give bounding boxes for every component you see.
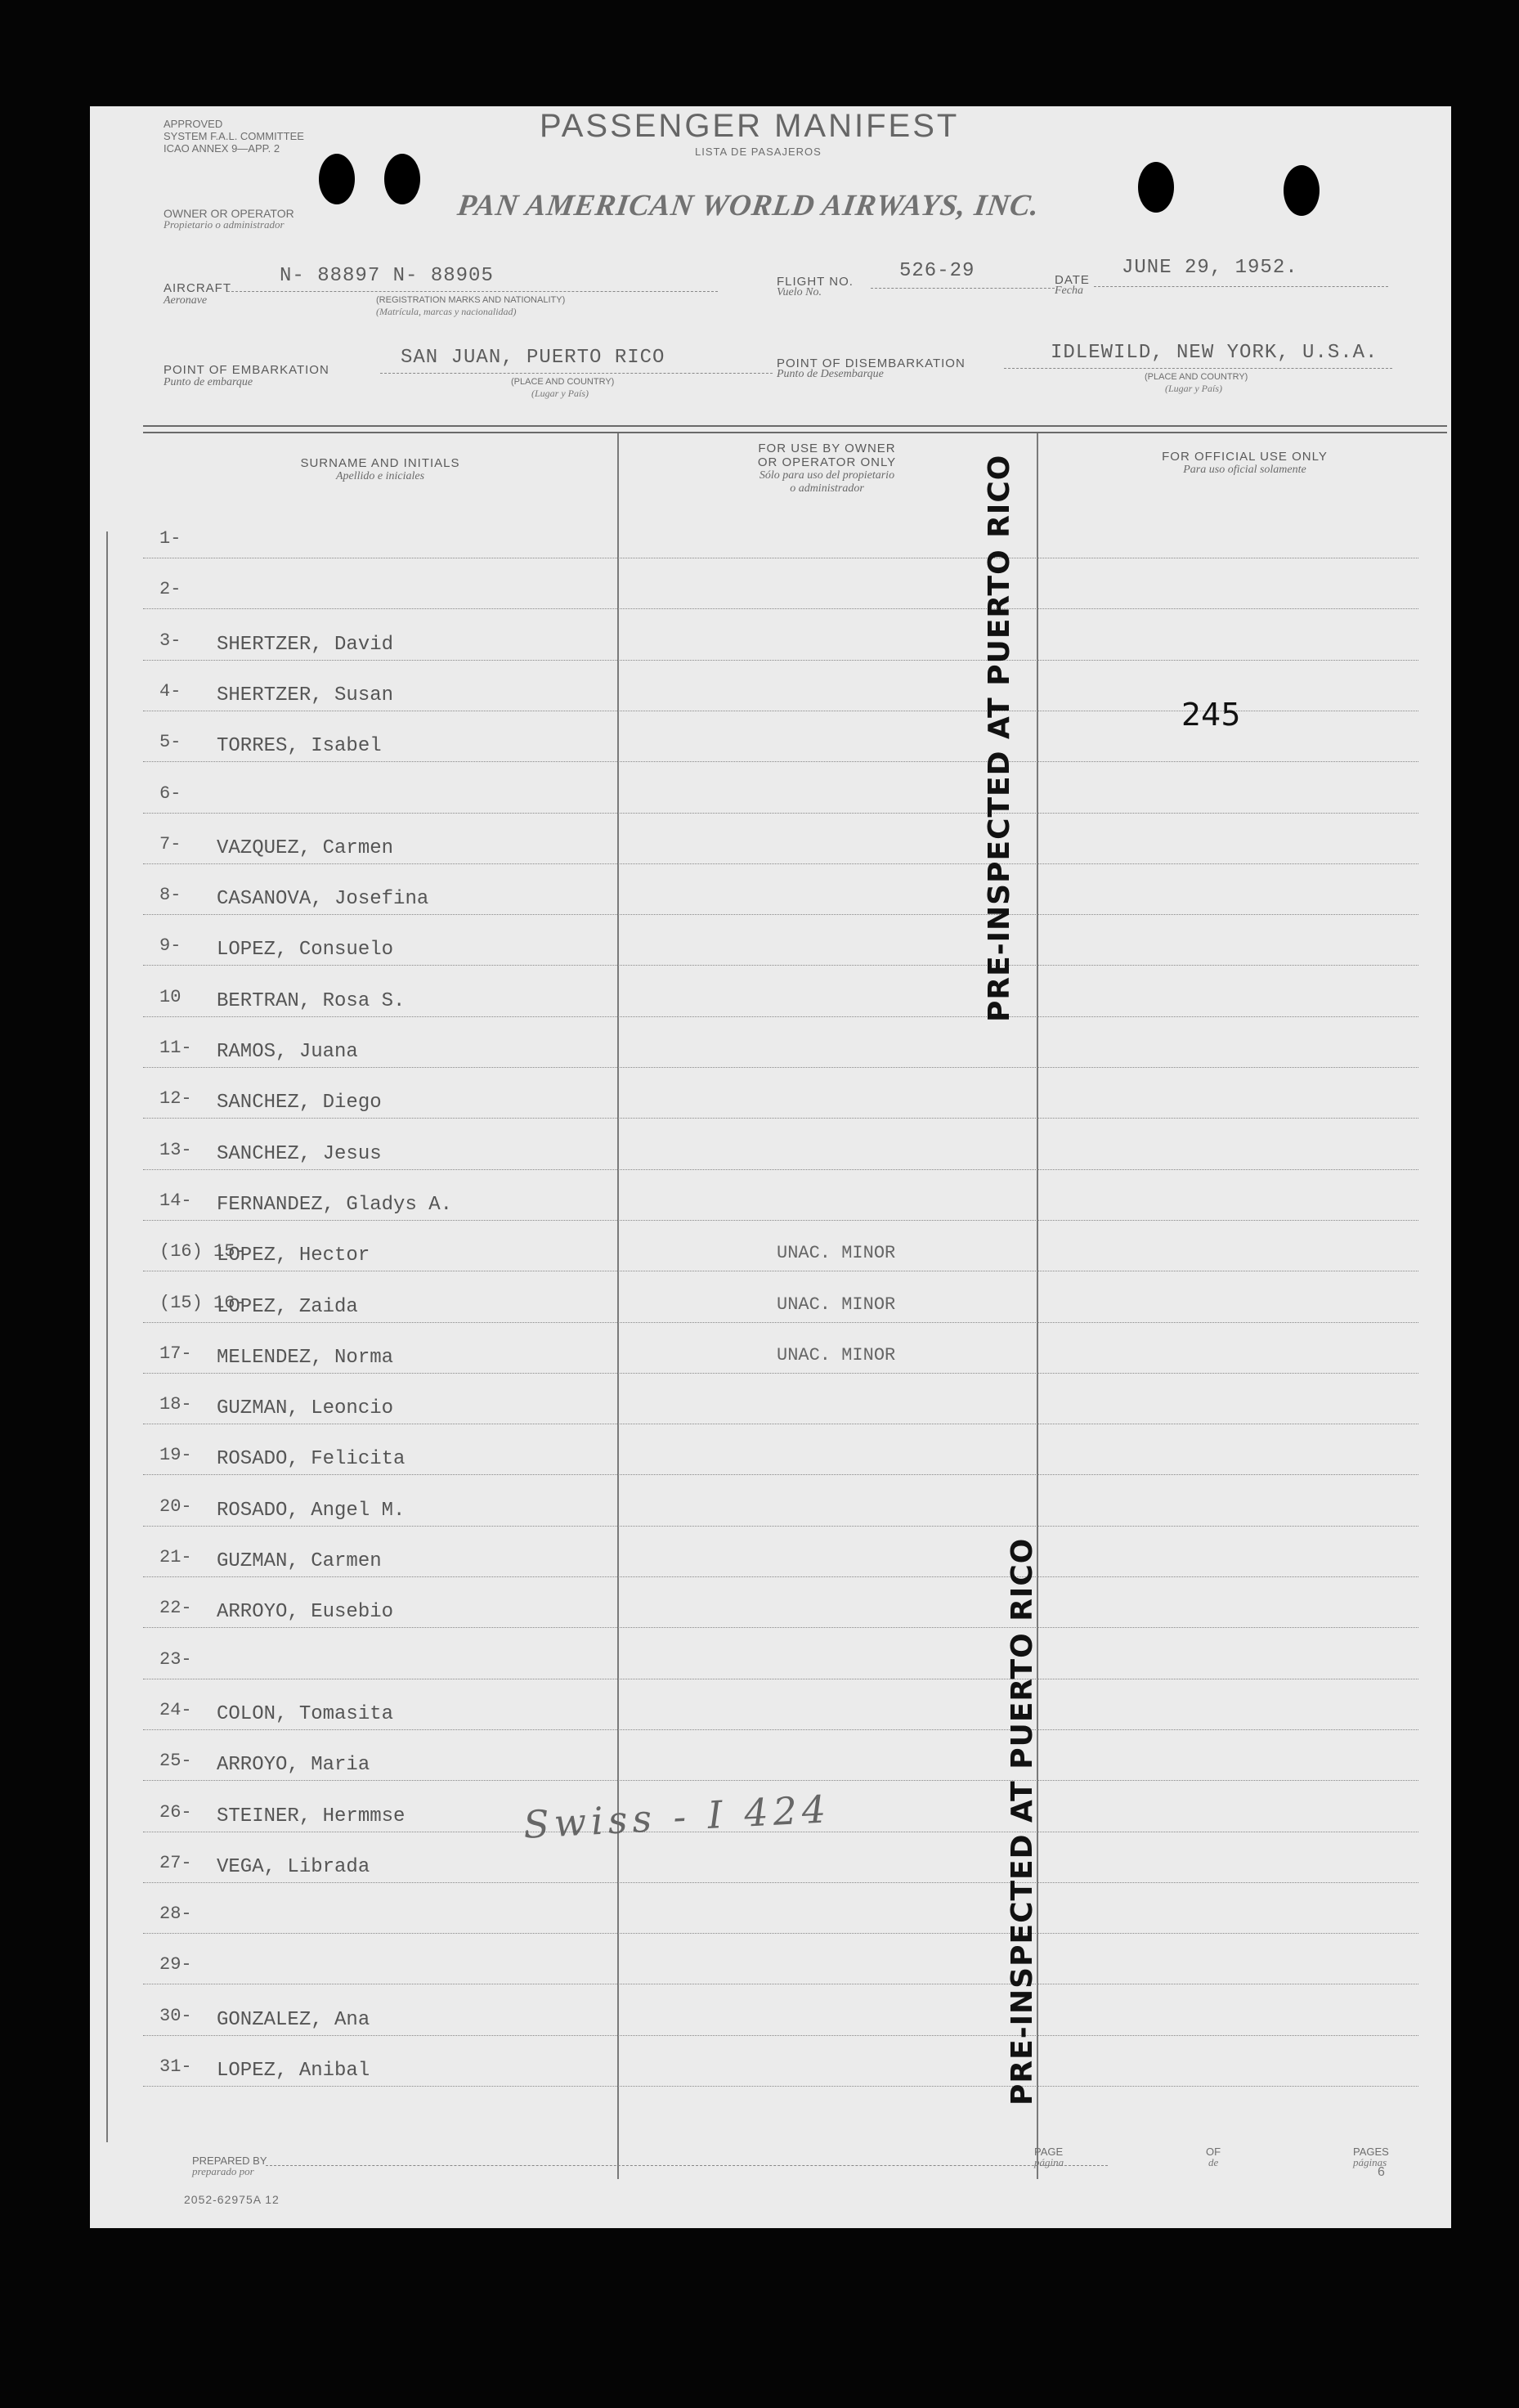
row-line [143, 1679, 1418, 1680]
date-value: JUNE 29, 1952. [1122, 257, 1298, 279]
passenger-name: LOPEZ, Consuelo [217, 939, 394, 962]
flight-label-es: Vuelo No. [777, 286, 822, 298]
owner-value: PAN AMERICAN WORLD AIRWAYS, INC. [455, 189, 1042, 222]
approved-line-2: SYSTEM F.A.L. COMMITTEE [164, 130, 304, 142]
row-number: 3- [159, 630, 181, 651]
passenger-name: SHERTZER, David [217, 633, 394, 656]
row-line [143, 1373, 1418, 1374]
row-line [143, 863, 1418, 865]
row-number: (16) 15- [159, 1241, 246, 1262]
owner-label: OWNER OR OPERATOR [164, 207, 294, 220]
row-line [143, 558, 1418, 559]
row-line [143, 914, 1418, 916]
passenger-name: ROSADO, Angel M. [217, 1499, 406, 1522]
row-number: 6- [159, 782, 181, 804]
column-divider-1 [617, 433, 619, 2179]
page-title-es: LISTA DE PASAJEROS [695, 146, 822, 158]
passenger-name: ARROYO, Maria [217, 1754, 370, 1777]
embark-value: SAN JUAN, PUERTO RICO [401, 347, 665, 369]
prepared-label: PREPARED BY [192, 2155, 267, 2167]
official-use-header [1038, 450, 1451, 477]
passenger-name: LOPEZ, Anibal [217, 2060, 370, 2082]
row-number: 8- [159, 885, 181, 906]
passenger-name: VAZQUEZ, Carmen [217, 836, 394, 859]
page-title: PASSENGER MANIFEST [540, 108, 960, 144]
approved-line-3: ICAO ANNEX 9—APP. 2 [164, 142, 280, 155]
row-line [143, 1933, 1418, 1935]
row-line [143, 1882, 1418, 1884]
row-line [143, 813, 1418, 814]
aircraft-underline [227, 291, 718, 293]
row-number: 28- [159, 1904, 192, 1925]
preinspected-stamp-top: PRE-INSPECTED AT PUERTO RICO [983, 454, 1016, 1022]
passenger-name: BERTRAN, Rosa S. [217, 989, 406, 1012]
passenger-name: LOPEZ, Zaida [217, 1295, 358, 1318]
official-use-header-label-es: Para uso oficial solamente [1183, 464, 1306, 476]
row-number: 31- [159, 2056, 192, 2077]
row-line [143, 660, 1418, 661]
row-number: 25- [159, 1751, 192, 1772]
prepared-underline [266, 2165, 1108, 2167]
embark-place-note-es: (Lugar y País) [531, 388, 589, 399]
row-number: 18- [159, 1394, 192, 1415]
row-number: 26- [159, 1801, 192, 1823]
row-line [143, 1576, 1418, 1578]
date-label-es: Fecha [1055, 285, 1083, 297]
row-line [143, 1118, 1418, 1119]
row-line [143, 965, 1418, 966]
punch-hole-right-2 [1284, 165, 1320, 216]
owner-label-es: Propietario o administrador [164, 218, 285, 231]
row-line [143, 1780, 1418, 1782]
flight-label: FLIGHT NO. [777, 275, 854, 289]
disembark-place-note-es: (Lugar y País) [1165, 383, 1222, 394]
disembark-label-es: Punto de Desembarque [777, 368, 884, 380]
passenger-name: GONZALEZ, Ana [217, 2008, 370, 2031]
row-number: (15) 16- [159, 1292, 246, 1313]
official-use-header-label: FOR OFFICIAL USE ONLY [1162, 450, 1328, 464]
disembark-place-note: (PLACE AND COUNTRY) [1145, 372, 1248, 382]
passenger-name: COLON, Tomasita [217, 1702, 394, 1725]
disembark-value: IDLEWILD, NEW YORK, U.S.A. [1051, 342, 1378, 364]
row-line [143, 2086, 1418, 2087]
owner-use-header-es-2: o administrador [790, 482, 864, 495]
date-underline [1094, 286, 1388, 288]
registration-note: (REGISTRATION MARKS AND NATIONALITY) [376, 295, 566, 305]
flight-underline [871, 288, 1055, 289]
row-line [143, 1169, 1418, 1171]
row-line [143, 1984, 1418, 1985]
punch-hole-left-1 [319, 154, 355, 204]
owner-use-header-line-2: OR OPERATOR ONLY [757, 455, 897, 469]
passenger-name: LOPEZ, Hector [217, 1244, 370, 1267]
row-line [143, 1474, 1418, 1476]
row-number: 1- [159, 528, 181, 549]
row-number: 21- [159, 1547, 192, 1567]
row-number: 5- [159, 732, 181, 753]
flight-value: 526-29 [899, 260, 975, 282]
pages-label: PAGES [1353, 2146, 1389, 2158]
passenger-name: MELENDEZ, Norma [217, 1346, 394, 1369]
passenger-name: ROSADO, Felicita [217, 1448, 406, 1471]
row-number: 10 [159, 986, 181, 1007]
disembark-underline [1004, 368, 1392, 370]
passenger-name: STEINER, Hermmse [217, 1805, 406, 1827]
row-number: 2- [159, 579, 181, 600]
prepared-label-es: preparado por [192, 2165, 254, 2177]
approved-line-1: APPROVED [164, 118, 223, 130]
form-number: 2052-62975A 12 [184, 2193, 280, 2206]
passenger-name: ARROYO, Eusebio [217, 1601, 394, 1624]
passenger-name: VEGA, Librada [217, 1855, 370, 1878]
row-line [143, 1220, 1418, 1222]
row-number: 24- [159, 1699, 192, 1720]
table-left-rule [106, 531, 108, 2142]
row-line [143, 1729, 1418, 1731]
row-number: 27- [159, 1852, 192, 1873]
of-label-es: de [1208, 2156, 1219, 2168]
passenger-name: SANCHEZ, Diego [217, 1092, 382, 1114]
pages-label-es: páginas [1353, 2156, 1387, 2168]
row-number: 29- [159, 1954, 192, 1975]
embark-label: POINT OF EMBARKATION [164, 363, 329, 377]
row-line [143, 2035, 1418, 2037]
row-line [143, 1627, 1418, 1629]
passenger-name: CASANOVA, Josefina [217, 888, 429, 911]
passenger-name: SANCHEZ, Jesus [217, 1142, 382, 1165]
passenger-name: SHERTZER, Susan [217, 684, 394, 706]
passenger-owner-note: UNAC. MINOR [777, 1344, 896, 1365]
row-number: 17- [159, 1343, 192, 1364]
disembark-label: POINT OF DISEMBARKATION [777, 356, 966, 370]
surname-header-label-es: Apellido e iniciales [335, 470, 425, 482]
row-line [143, 1016, 1418, 1018]
embark-place-note: (PLACE AND COUNTRY) [511, 377, 615, 387]
row-number: 20- [159, 1495, 192, 1517]
row-line [143, 761, 1418, 763]
row-number: 12- [159, 1088, 192, 1110]
row-line [143, 1271, 1418, 1272]
punch-hole-left-2 [384, 154, 420, 204]
punch-hole-right-1 [1138, 162, 1174, 213]
row-number: 23- [159, 1648, 192, 1670]
passenger-owner-note: UNAC. MINOR [777, 1243, 896, 1264]
row-number: 14- [159, 1190, 192, 1211]
row-number: 22- [159, 1598, 192, 1619]
row-number: 7- [159, 833, 181, 854]
table-top-rule-2 [143, 432, 1447, 433]
passenger-name: RAMOS, Juana [217, 1041, 358, 1063]
row-line [143, 1526, 1418, 1527]
handwritten-note: Swiss - I 424 [522, 1787, 832, 1847]
date-label: DATE [1055, 273, 1090, 287]
of-label: OF [1206, 2146, 1221, 2158]
owner-use-header [617, 442, 1037, 496]
row-number: 4- [159, 680, 181, 702]
row-line [143, 608, 1418, 610]
passenger-name: TORRES, Isabel [217, 735, 382, 758]
surname-header [143, 456, 617, 483]
aircraft-label-es: Aeronave [164, 294, 208, 307]
passenger-name: GUZMAN, Carmen [217, 1550, 382, 1572]
registration-note-es: (Matrícula, marcas y nacionalidad) [376, 306, 517, 317]
passenger-name: FERNANDEZ, Gladys A. [217, 1193, 453, 1216]
passenger-owner-note: UNAC. MINOR [777, 1294, 896, 1315]
embark-label-es: Punto de embarque [164, 376, 253, 388]
row-line [143, 1424, 1418, 1425]
row-number: 30- [159, 2005, 192, 2026]
page-label: PAGE [1034, 2146, 1064, 2158]
row-number: 13- [159, 1139, 192, 1160]
manifest-page [90, 106, 1451, 2228]
surname-header-label: SURNAME AND INITIALS [300, 456, 460, 470]
page-label-es: página [1034, 2156, 1064, 2168]
row-number: 19- [159, 1445, 192, 1466]
official-mark: 245 [1181, 697, 1241, 733]
aircraft-value: N- 88897 N- 88905 [280, 265, 494, 287]
row-number: 11- [159, 1038, 192, 1058]
owner-use-header-line-1: FOR USE BY OWNER [758, 442, 896, 455]
row-number: 9- [159, 935, 181, 957]
pages-value: 6 [1378, 2165, 1385, 2179]
passenger-name: GUZMAN, Leoncio [217, 1397, 394, 1420]
table-top-rule [143, 425, 1447, 427]
aircraft-label: AIRCRAFT [164, 281, 231, 295]
owner-use-header-es-1: Sólo para uso del propietario [759, 469, 895, 482]
row-line [143, 1067, 1418, 1069]
row-line [143, 1322, 1418, 1324]
approved-block [164, 118, 304, 155]
embark-underline [380, 373, 773, 374]
preinspected-stamp-bottom: PRE-INSPECTED AT PUERTO RICO [1006, 1537, 1039, 2105]
